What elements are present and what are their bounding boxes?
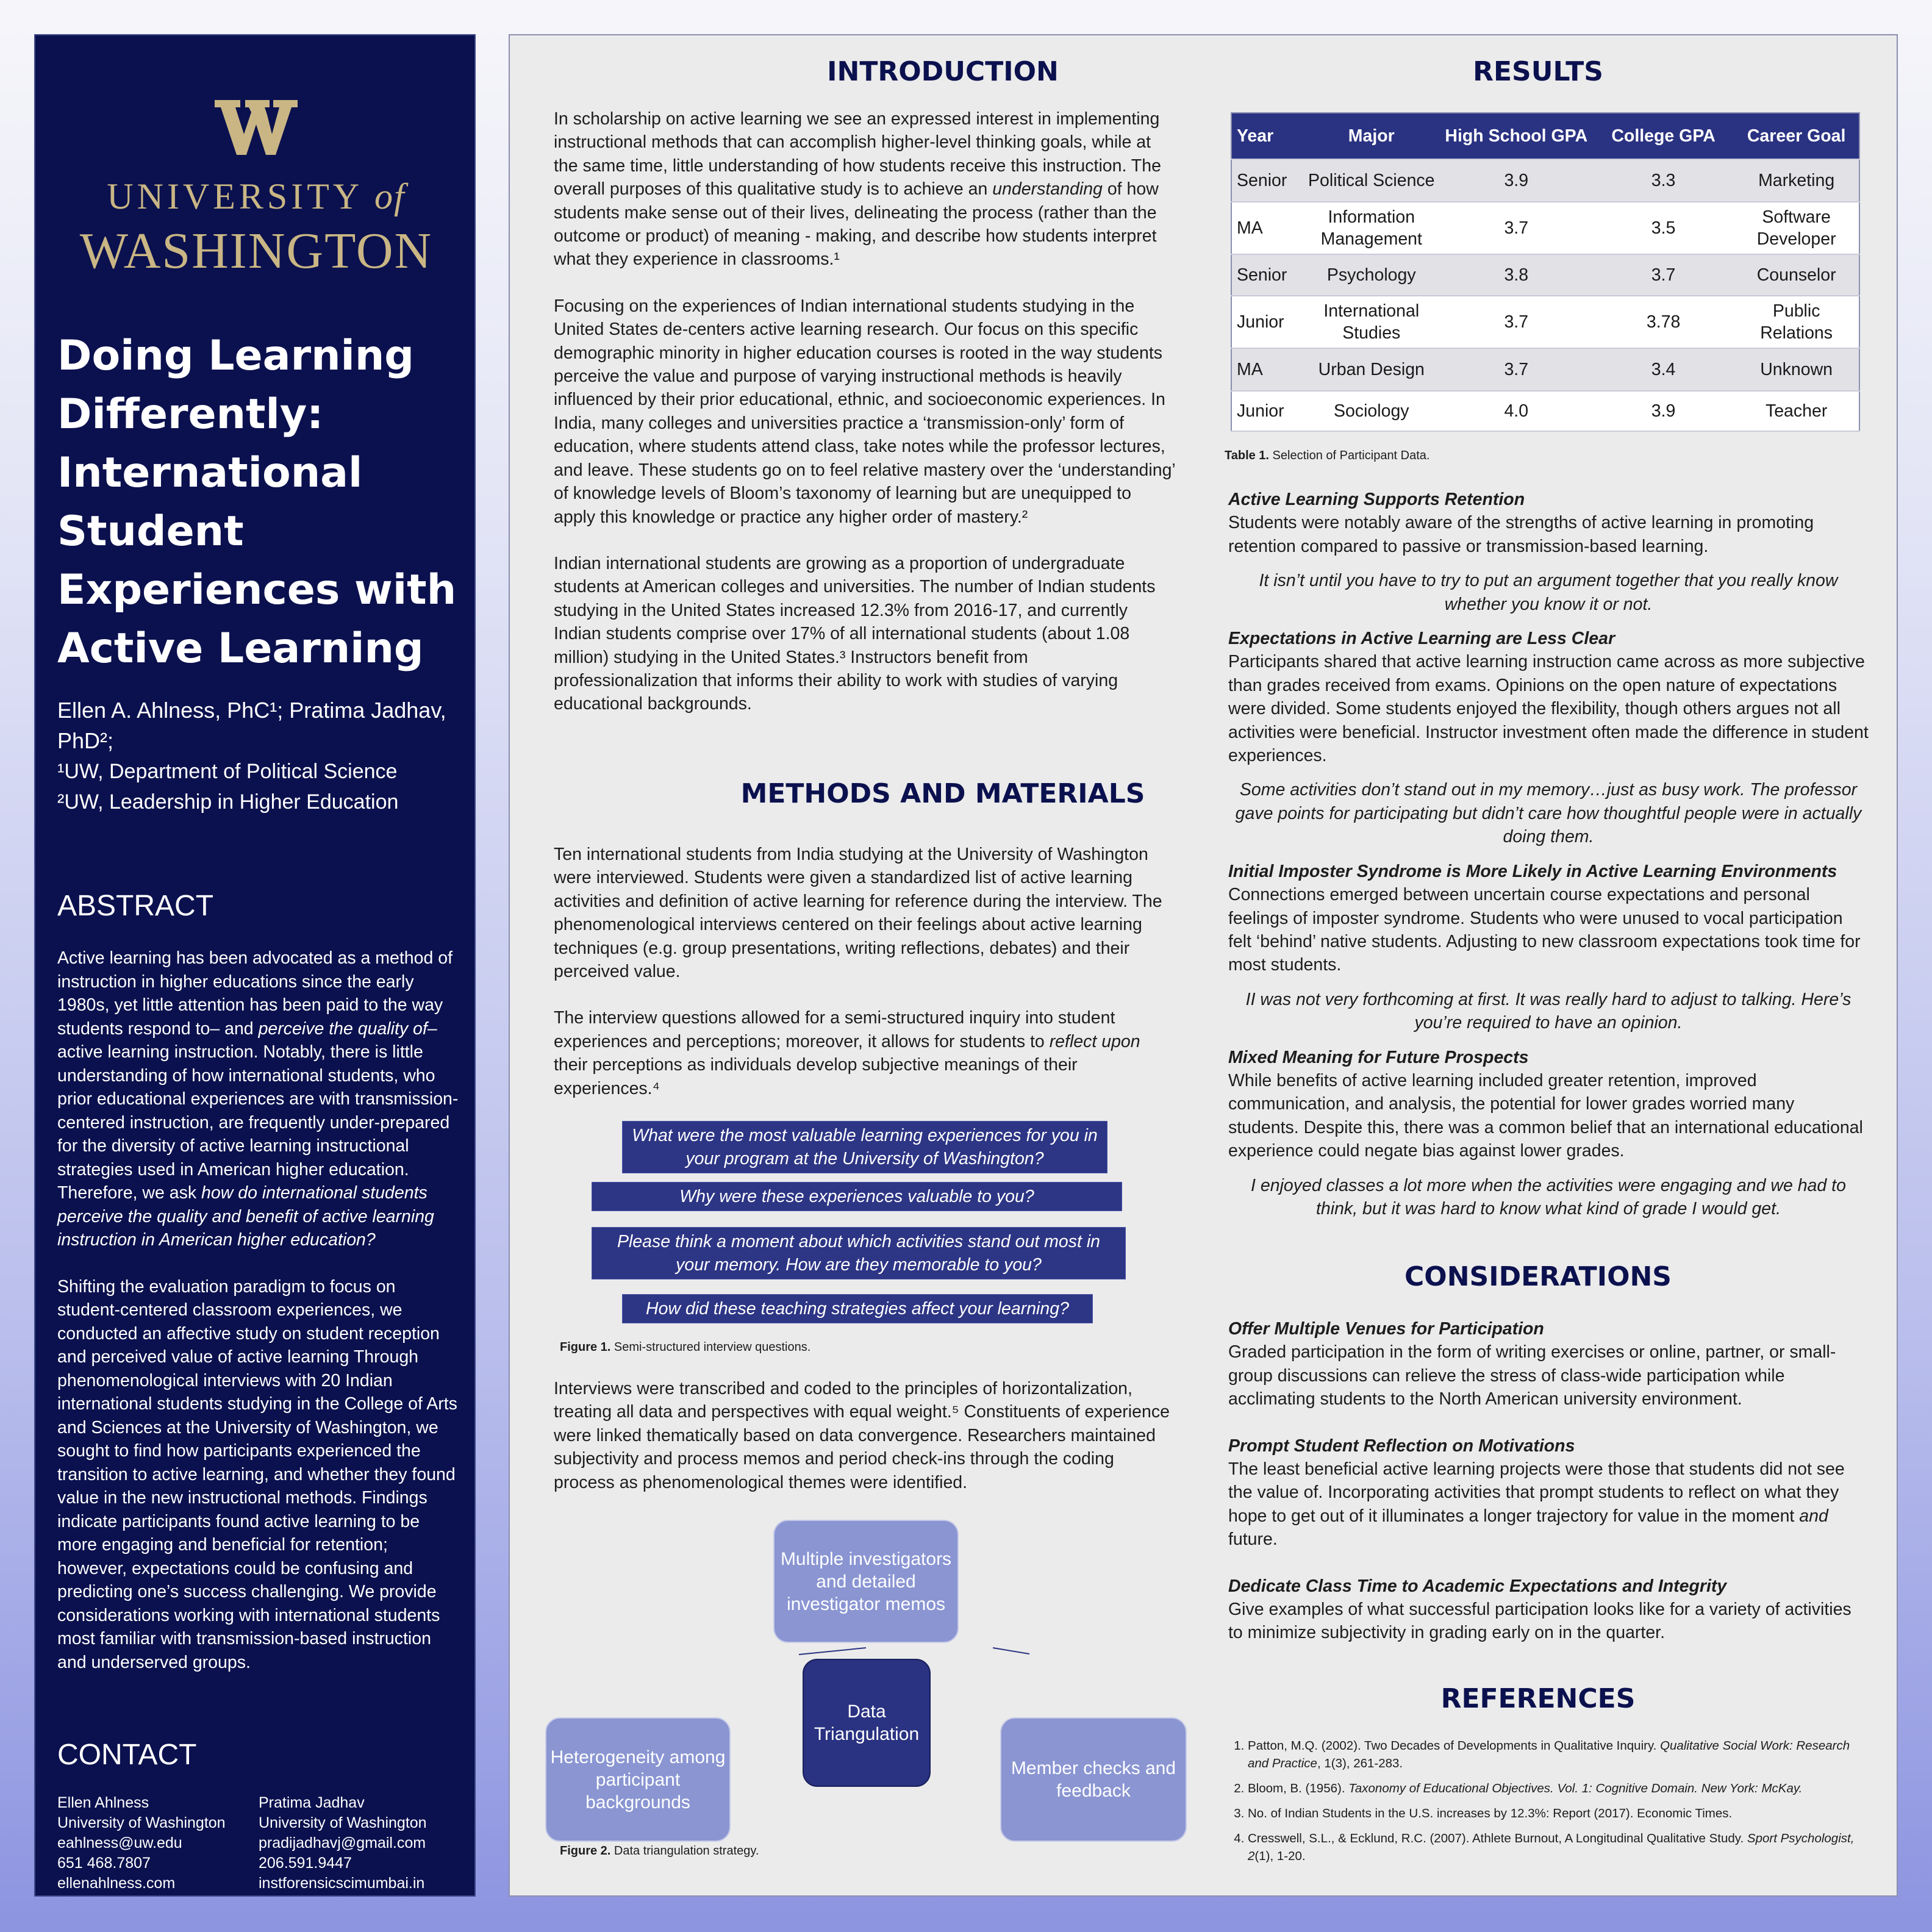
figure-2-caption: Figure 2. Data triangulation strategy. xyxy=(560,1844,759,1858)
finding-title: Initial Imposter Syndrome is More Likely in Active Learning Environments xyxy=(1228,861,1837,881)
diagram-node-member-checks: Member checks and feedback xyxy=(1000,1717,1187,1842)
abstract-paragraph-2: Shifting the evaluation paradigm to focus on student-centered classroom experiences, we conducted an affective study on student reception and perceived value of active learning Through phenomenological interviews with 20 Indian international students studying in the College of Arts and Sciences at the University of Washington, we sought to find how participants experienced the transition to active learning, and whether they found value in the new instructional methods. Findings indicate participants found active learning to be more engaging and beneficial for retention; however, expectations could be confusing and predicting one’s success challenging. We provide considerations working with international students most familiar with transmission-based instruction and underserved groups. xyxy=(57,1276,457,1672)
finding-quote: Some activities don’t stand out in my memory…just as busy work. The professor gave points for participating but didn’t care how thoughtful people were in actually doing them. xyxy=(1235,780,1862,847)
contact-name: Pratima Jadhav xyxy=(259,1794,365,1811)
references-list xyxy=(1223,1737,1870,1872)
authors: Ellen A. Ahlness, PhC¹; Pratima Jadhav, PhD²; xyxy=(57,698,446,753)
affiliation-1: ¹UW, Department of Political Science xyxy=(57,760,398,783)
intro-paragraph-1: In scholarship on active learning we see an expressed interest in implementing instructional methods that can accomplish higher-level thinking goals, while at the same time, little understanding of how students receive this instruction. The overall purposes of this qualitative study is to achieve an understanding of how students make sense out of their lives, delineating the process (rather than the outcome or product) of meaning - making, and describe how students interpret what they experience in classrooms.¹ xyxy=(554,109,1161,270)
finding-quote: I enjoyed classes a lot more when the activities were engaging and we had to think, but it was hard to know what kind of grade I would get. xyxy=(1251,1175,1846,1218)
uw-wordmark-line2: WASHINGTON xyxy=(79,223,433,279)
left-sidebar xyxy=(34,34,476,1897)
table-header: College GPA xyxy=(1593,113,1734,159)
finding-text: Students were notably aware of the strengths of active learning in promoting retention compared to passive or transmission-based learning. xyxy=(1228,513,1814,556)
table-cell: Political Science xyxy=(1303,159,1440,202)
table-header: Major xyxy=(1303,113,1440,159)
contact-institution: University of Washington xyxy=(57,1814,226,1831)
contact-email[interactable]: pradijadhavj@gmail.com xyxy=(259,1834,426,1852)
intro-paragraph-3: Indian international students are growing as a proportion of undergraduate students at American colleges and universities. The number of Indian students studying in the United States increased 12.3% from 2016-17, and currently Indian students comprise over 17% of all international students (about 1.08 million) studying in the United States.³ Instructors benefit from professionalization that informs their ability to work with studies of varying educational backgrounds. xyxy=(554,553,1156,714)
contact-email[interactable]: eahlness@uw.edu xyxy=(57,1834,182,1852)
table-cell: Marketing xyxy=(1734,159,1859,202)
affiliation-2: ²UW, Leadership in Higher Education xyxy=(57,790,399,814)
table-header: High School GPA xyxy=(1440,113,1593,159)
table-cell: MA xyxy=(1231,348,1303,391)
intro-paragraph-2: Focusing on the experiences of Indian international students studying in the United States de-centers active learning research. Our focus on this specific demographic minority in higher education courses is rooted in the way students perceive the value and purpose of varying instructional methods is heavily influenced by their prior educational, ethnic, and socioeconomic experiences. In India, many colleges and universities practice a ‘transmission-only’ form of education, where students attend class, take notes while the professor lectures, and leave. These students go on to feel relative mastery over the ‘understanding’ of knowledge levels of Bloom’s taxonomy of learning but are unequipped to apply this knowledge or practice any higher order of mastery.² xyxy=(554,296,1175,527)
references-heading: REFERENCES xyxy=(1440,1683,1636,1714)
interview-question-2: Why were these experiences valuable to you? xyxy=(592,1182,1122,1211)
contact-website[interactable]: ellenahlness.com xyxy=(57,1875,176,1892)
main-panel xyxy=(509,34,1898,1897)
consideration-venues xyxy=(1228,1317,1869,1411)
table-cell: Senior xyxy=(1231,254,1303,296)
contact-phone: 206.591.9447 xyxy=(259,1855,352,1872)
finding-text: While benefits of active learning included greater retention, improved communication, and analysis, the potential for lower grades worried many students. Despite this, there was a common belief that an international educational experience could negate bias against lower grades. xyxy=(1228,1070,1863,1161)
contact-website[interactable]: instforensicscimumbai.in xyxy=(259,1875,425,1892)
reference-2: 2. Bloom, B. (1956). Taxonomy of Educational Objectives. Vol. 1: Cognitive Domain. New York: McKay. xyxy=(1248,1780,1870,1797)
introduction-heading: INTRODUCTION xyxy=(827,56,1059,87)
considerations-heading: CONSIDERATIONS xyxy=(1404,1261,1672,1292)
contact-phone: 651 468.7807 xyxy=(57,1855,151,1872)
table-row xyxy=(1231,296,1859,348)
finding-title: Active Learning Supports Retention xyxy=(1228,490,1525,509)
consideration-text: The least beneficial active learning projects were those that students did not see the value of. Incorporating activities that prompt students to reflect on what they hope to get out of it illuminates a longer trajectory for value in the moment and future. xyxy=(1228,1459,1845,1550)
interview-question-4: How did these teaching strategies affect your learning? xyxy=(622,1294,1093,1323)
table-row xyxy=(1231,348,1859,391)
contact-institution: University of Washington xyxy=(259,1814,427,1831)
table-cell: Senior xyxy=(1231,159,1303,202)
consideration-title: Prompt Student Reflection on Motivations xyxy=(1228,1436,1575,1456)
consideration-title: Dedicate Class Time to Academic Expectations and Integrity xyxy=(1228,1576,1727,1596)
table-cell: 3.7 xyxy=(1440,348,1593,391)
finding-future-prospects xyxy=(1228,1046,1869,1221)
finding-imposter-syndrome xyxy=(1228,860,1869,1035)
consideration-title: Offer Multiple Venues for Participation xyxy=(1228,1319,1544,1339)
abstract-text xyxy=(57,946,460,1674)
table-cell: Teacher xyxy=(1734,391,1859,431)
table-header: Year xyxy=(1231,113,1303,159)
contact-heading: CONTACT xyxy=(57,1739,197,1771)
finding-title: Expectations in Active Learning are Less Clear xyxy=(1228,629,1615,649)
finding-text: Connections emerged between uncertain course expectations and personal feelings of imposter syndrome. Students who were unused to vocal participation felt ‘behind’ native students. Adjusting to new classroom expectations took time for most students. xyxy=(1228,885,1861,975)
table-cell: 3.9 xyxy=(1593,391,1734,431)
finding-title: Mixed Meaning for Future Prospects xyxy=(1228,1047,1529,1067)
table-cell: Sociology xyxy=(1303,391,1440,431)
finding-quote: II was not very forthcoming at first. It was really hard to adjust to talking. Here’s you’re required to have an opinion. xyxy=(1245,989,1852,1033)
table-cell: MA xyxy=(1231,202,1303,254)
w-icon xyxy=(213,96,299,157)
uw-wordmark-line1: UNIVERSITY of xyxy=(107,176,406,216)
table-cell: Junior xyxy=(1231,391,1303,431)
table-header-row xyxy=(1231,113,1859,159)
consideration-expectations xyxy=(1228,1575,1869,1645)
uw-logo xyxy=(35,96,477,279)
results-findings xyxy=(1228,488,1869,1220)
table-cell: Public Relations xyxy=(1734,296,1859,348)
table-cell: International Studies xyxy=(1303,296,1440,348)
participant-data-table xyxy=(1231,112,1860,432)
table-cell: Counselor xyxy=(1734,254,1859,296)
consideration-text: Give examples of what successful participation looks like for a variety of activities to minimize subjectivity in grading early on in the quarter. xyxy=(1228,1600,1852,1643)
reference-3: 3. No. of Indian Students in the U.S. increases by 12.3%: Report (2017). Economic Times. xyxy=(1248,1805,1870,1822)
consideration-reflection xyxy=(1228,1434,1869,1551)
uw-w-logo-mark xyxy=(35,96,477,160)
contact-ahlness xyxy=(57,1793,226,1894)
table-row xyxy=(1231,391,1859,431)
table-cell: 3.7 xyxy=(1440,202,1593,254)
figure-1-caption: Figure 1. Semi-structured interview questions. xyxy=(560,1340,811,1354)
results-heading: RESULTS xyxy=(1473,56,1603,87)
consideration-text: Graded participation in the form of writing exercises or online, partner, or small-group discussions can relieve the stress of class-wide participation while acclimating students to the North American university environment. xyxy=(1228,1342,1836,1409)
contact-name: Ellen Ahlness xyxy=(57,1794,149,1811)
abstract-paragraph-1: Active learning has been advocated as a method of instruction in higher educations since the early 1980s, yet little attention has been paid to the way students respond to– and perceive the quality of– active learning instruction. Notably, there is little understanding of how international students, who prior educational experiences are with transmission-centered instruction, are frequently under-prepared for the diversity of active learning instructional strategies used in American higher education. Therefore, we ask how do international students perceive the quality and benefit of active learning instruction in American higher education? xyxy=(57,948,459,1250)
finding-retention xyxy=(1228,488,1869,616)
table-row xyxy=(1231,202,1859,254)
table-cell: 3.7 xyxy=(1593,254,1734,296)
finding-expectations xyxy=(1228,627,1869,849)
table-cell: Software Developer xyxy=(1734,202,1859,254)
table-cell: 3.9 xyxy=(1440,159,1593,202)
table-1-caption: Table 1. Selection of Participant Data. xyxy=(1225,449,1430,462)
interview-question-1: What were the most valuable learning experiences for you in your program at the University of Washington? xyxy=(622,1121,1107,1173)
methods-paragraph-1: Ten international students from India studying at the University of Washington were interviewed. Students were given a standardized list of active learning activities and definition of active learning for reference during the interview. The phenomenological interviews centered on their feelings about active learning techniques (e.g. group presentations, writing reflections, debates) and their perceived value. xyxy=(554,845,1162,982)
methods-paragraph-3: Interviews were transcribed and coded to the principles of horizontalization, treating all data and perspectives with equal weight.⁵ Constituents of experience were linked thematically based on data convergence. Researchers maintained subjectivity and process memos and period check-ins through the coding process as phenomenological themes were identified. xyxy=(554,1379,1170,1492)
abstract-heading: ABSTRACT xyxy=(57,890,214,922)
poster-title: Doing Learning Differently: International Student Experiences with Active Learning xyxy=(57,332,457,673)
finding-text: Participants shared that active learning instruction came across as more subjective than grades received from exams. Opinions on the open nature of expectations were divided. Some students enjoyed the flexibility, though others argues not all activities were beneficial. Instructor investment often made the difference in student experiences. xyxy=(1228,652,1869,766)
table-cell: 4.0 xyxy=(1440,391,1593,431)
connector-line-right xyxy=(993,1648,1029,1654)
interview-question-3: Please think a moment about which activities stand out most in your memory. How are they memorable to you? xyxy=(592,1227,1126,1279)
connector-line-left xyxy=(799,1648,866,1655)
table-cell: Urban Design xyxy=(1303,348,1440,391)
table-row xyxy=(1231,159,1859,202)
table-cell: Psychology xyxy=(1303,254,1440,296)
diagram-node-investigators: Multiple investigators and detailed investigator memos xyxy=(773,1520,959,1643)
diagram-node-heterogeneity: Heterogeneity among participant backgrounds xyxy=(545,1717,731,1842)
diagram-node-data-triangulation: Data Triangulation xyxy=(803,1659,931,1787)
table-cell: 3.4 xyxy=(1593,348,1734,391)
table-row xyxy=(1231,254,1859,296)
reference-1: 1. Patton, M.Q. (2002). Two Decades of Developments in Qualitative Inquiry. Qualitative Social Work: Research and Practice, 1(3), 261-283. xyxy=(1248,1737,1870,1772)
table-cell: Unknown xyxy=(1734,348,1859,391)
table-cell: 3.5 xyxy=(1593,202,1734,254)
table-cell: 3.8 xyxy=(1440,254,1593,296)
considerations-list xyxy=(1228,1317,1869,1645)
finding-quote: It isn’t until you have to try to put an argument together that you really know whether you know it or not. xyxy=(1259,571,1838,614)
contact-jadhav xyxy=(259,1793,427,1894)
reference-4: 4. Cresswell, S.L., & Ecklund, R.C. (2007). Athlete Burnout, A Longitudinal Qualitative Study. Sport Psychologist, 2(1), 1-20. xyxy=(1248,1830,1870,1865)
methods-heading: METHODS AND MATERIALS xyxy=(740,778,1145,809)
methods-paragraph-2: The interview questions allowed for a semi-structured inquiry into student experiences and perceptions; moreover, it allows for students to reflect upon their perceptions as individuals develop subjective meanings of their experiences.⁴ xyxy=(554,1008,1140,1098)
table-cell: 3.78 xyxy=(1593,296,1734,348)
table-cell: Junior xyxy=(1231,296,1303,348)
table-cell: Information Management xyxy=(1303,202,1440,254)
table-cell: 3.3 xyxy=(1593,159,1734,202)
table-header: Career Goal xyxy=(1734,113,1859,159)
table-cell: 3.7 xyxy=(1440,296,1593,348)
